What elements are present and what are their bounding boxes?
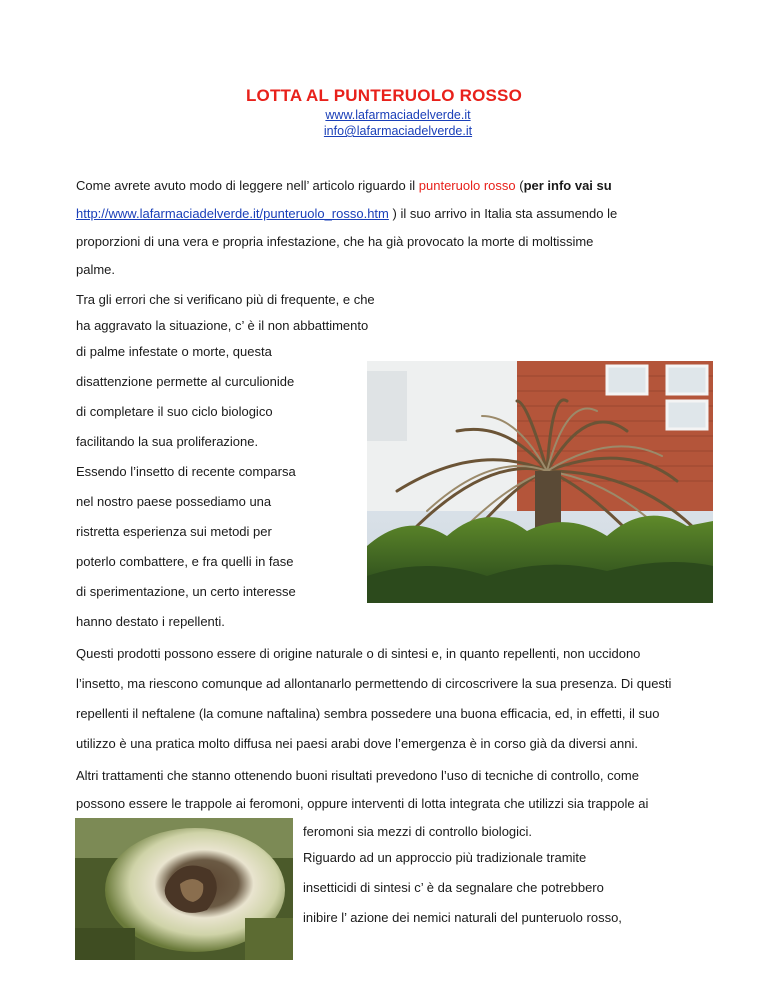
paragraph-line: utilizzo è una pratica molto diffusa nei paesi arabi dove l’emergenza è in corso già da diversi anni. bbox=[76, 736, 638, 751]
bold-text: per info vai su bbox=[523, 178, 612, 193]
paragraph-line bbox=[76, 178, 612, 193]
paragraph-line: insetticidi di sintesi c’ è da segnalare che potrebbero bbox=[303, 880, 604, 895]
paragraph-line: poterlo combattere, e fra quelli in fase bbox=[76, 554, 294, 569]
paragraph-line: nel nostro paese possediamo una bbox=[76, 494, 272, 509]
paragraph-line: di palme infestate o morte, questa bbox=[76, 344, 272, 359]
paragraph-line: Essendo l’insetto di recente comparsa bbox=[76, 464, 296, 479]
paragraph-line: possono essere le trappole ai feromoni, oppure interventi di lotta integrata che utilizzi sia trappole ai bbox=[76, 796, 649, 811]
paragraph-line: Questi prodotti possono essere di origine naturale o di sintesi e, in quanto repellenti, non uccidono bbox=[76, 646, 641, 661]
paragraph-line: repellenti il neftalene (la comune naftalina) sembra possedere una buona efficacia, ed, in effetti, il suo bbox=[76, 706, 660, 721]
page-title: LOTTA AL PUNTERUOLO ROSSO bbox=[245, 86, 523, 105]
text: ( bbox=[515, 178, 524, 193]
paragraph-line: Riguardo ad un approccio più tradizionale tramite bbox=[303, 850, 587, 865]
paragraph-line: di sperimentazione, un certo interesse bbox=[76, 584, 296, 599]
paragraph-line: proporzioni di una vera e propria infestazione, che ha già provocato la morte di moltissime bbox=[76, 234, 594, 249]
paragraph-line: disattenzione permette al curculionide bbox=[76, 374, 295, 389]
paragraph-line: ristretta esperienza sui metodi per bbox=[76, 524, 272, 539]
email-link[interactable]: info@lafarmaciadelverde.it bbox=[323, 124, 473, 138]
infested-palm-photo bbox=[367, 361, 713, 603]
palm-trunk-damage-photo bbox=[75, 818, 293, 960]
paragraph-line: facilitando la sua proliferazione. bbox=[76, 434, 259, 449]
paragraph-line: di completare il suo ciclo biologico bbox=[76, 404, 273, 419]
paragraph-line: Tra gli errori che si verificano più di frequente, e che bbox=[76, 292, 375, 307]
text: ) il suo arrivo in Italia sta assumendo le bbox=[388, 206, 618, 221]
website-link[interactable]: www.lafarmaciadelverde.it bbox=[325, 108, 471, 122]
paragraph-line: inibire l’ azione dei nemici naturali del punteruolo rosso, bbox=[303, 910, 622, 925]
paragraph-line: l’insetto, ma riescono comunque ad allontanarlo permettendo di circoscrivere la sua presenza. Di questi bbox=[76, 676, 672, 691]
highlight-text: punteruolo rosso bbox=[418, 178, 516, 193]
article-link[interactable]: http://www.lafarmaciadelverde.it/punteruolo_rosso.htm bbox=[76, 206, 389, 221]
paragraph-line: palme. bbox=[76, 262, 116, 277]
paragraph-line bbox=[76, 206, 617, 221]
text: Come avrete avuto modo di leggere nell’ articolo riguardo il bbox=[76, 178, 419, 193]
paragraph-line: hanno destato i repellenti. bbox=[76, 614, 225, 629]
paragraph-line: Altri trattamenti che stanno ottenendo buoni risultati prevedono l’uso di tecniche di controllo, come bbox=[76, 768, 639, 783]
paragraph-line: ha aggravato la situazione, c’ è il non abbattimento bbox=[76, 318, 369, 333]
paragraph-line: feromoni sia mezzi di controllo biologici. bbox=[303, 824, 533, 839]
